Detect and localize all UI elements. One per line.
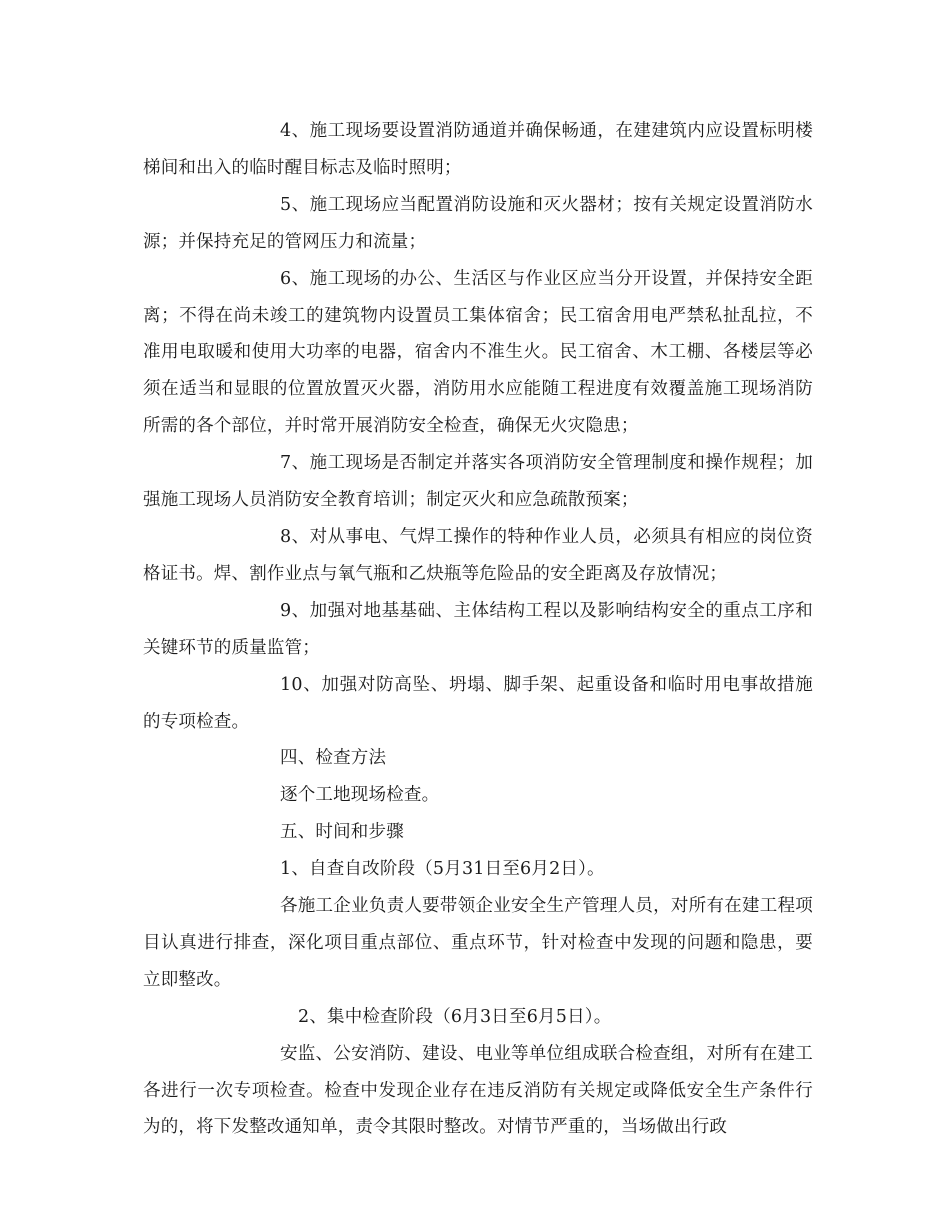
- paragraph-method: 逐个工地现场检查。: [280, 785, 440, 806]
- step-heading-centralized-check: 2、集中检查阶段（6月3日至6月5日）。: [298, 1006, 612, 1027]
- paragraph-item-10: 10、加强对防高坠、坍塌、脚手架、起重设备和临时用电事故措施的专项检查。: [143, 674, 813, 732]
- paragraph-item-7: 7、施工现场是否制定并落实各项消防安全管理制度和操作规程；加强施工现场人员消防安全教育培训；制定灭火和应急疏散预案；: [143, 453, 813, 511]
- step-heading-self-check: 1、自查自改阶段（5月31日至6月2日）。: [280, 859, 605, 880]
- paragraph-item-6: 6、施工现场的办公、生活区与作业区应当分开设置，并保持安全距离；不得在尚未竣工的建筑物内设置员工集体宿舍；民工宿舍用电严禁私扯乱拉，不准用电取暖和使用大功率的电器，宿舍内不准生火。民工宿舍、木工棚、各楼层等必须在适当和显眼的位置放置灭火器，消防用水应能随工程进度有效覆盖施工现场消防所需的各个部位，并时常开展消防安全检查，确保无火灾隐患；: [143, 268, 813, 437]
- paragraph-self-check-body: 各施工企业负责人要带领企业安全生产管理人员，对所有在建工程项目认真进行排查，深化项目重点部位、重点环节，针对检查中发现的问题和隐患，要立即整改。: [143, 896, 813, 990]
- section-heading-time-and-steps: 五、时间和步骤: [280, 822, 404, 843]
- section-heading-inspection-method: 四、检查方法: [280, 748, 387, 769]
- paragraph-item-5: 5、施工现场应当配置消防设施和灭火器材；按有关规定设置消防水源；并保持充足的管网压力和流量；: [143, 194, 813, 252]
- paragraph-centralized-check-body: 安监、公安消防、建设、电业等单位组成联合检查组，对所有在建工各进行一次专项检查。检查中发现企业存在违反消防有关规定或降低安全生产条件行为的，将下发整改通知单，责令其限时整改。对情节严重的，当场做出行政: [143, 1043, 813, 1138]
- paragraph-item-4: 4、施工现场要设置消防通道并确保畅通，在建建筑内应设置标明楼梯间和出入的临时醒目标志及临时照明；: [143, 121, 813, 178]
- paragraph-item-8: 8、对从事电、气焊工操作的特种作业人员，必须具有相应的岗位资格证书。焊、割作业点与氧气瓶和乙炔瓶等危险品的安全距离及存放情况；: [143, 526, 813, 584]
- document-body: [143, 113, 813, 1146]
- paragraph-item-9: 9、加强对地基基础、主体结构工程以及影响结构安全的重点工序和关键环节的质量监管；: [143, 600, 813, 658]
